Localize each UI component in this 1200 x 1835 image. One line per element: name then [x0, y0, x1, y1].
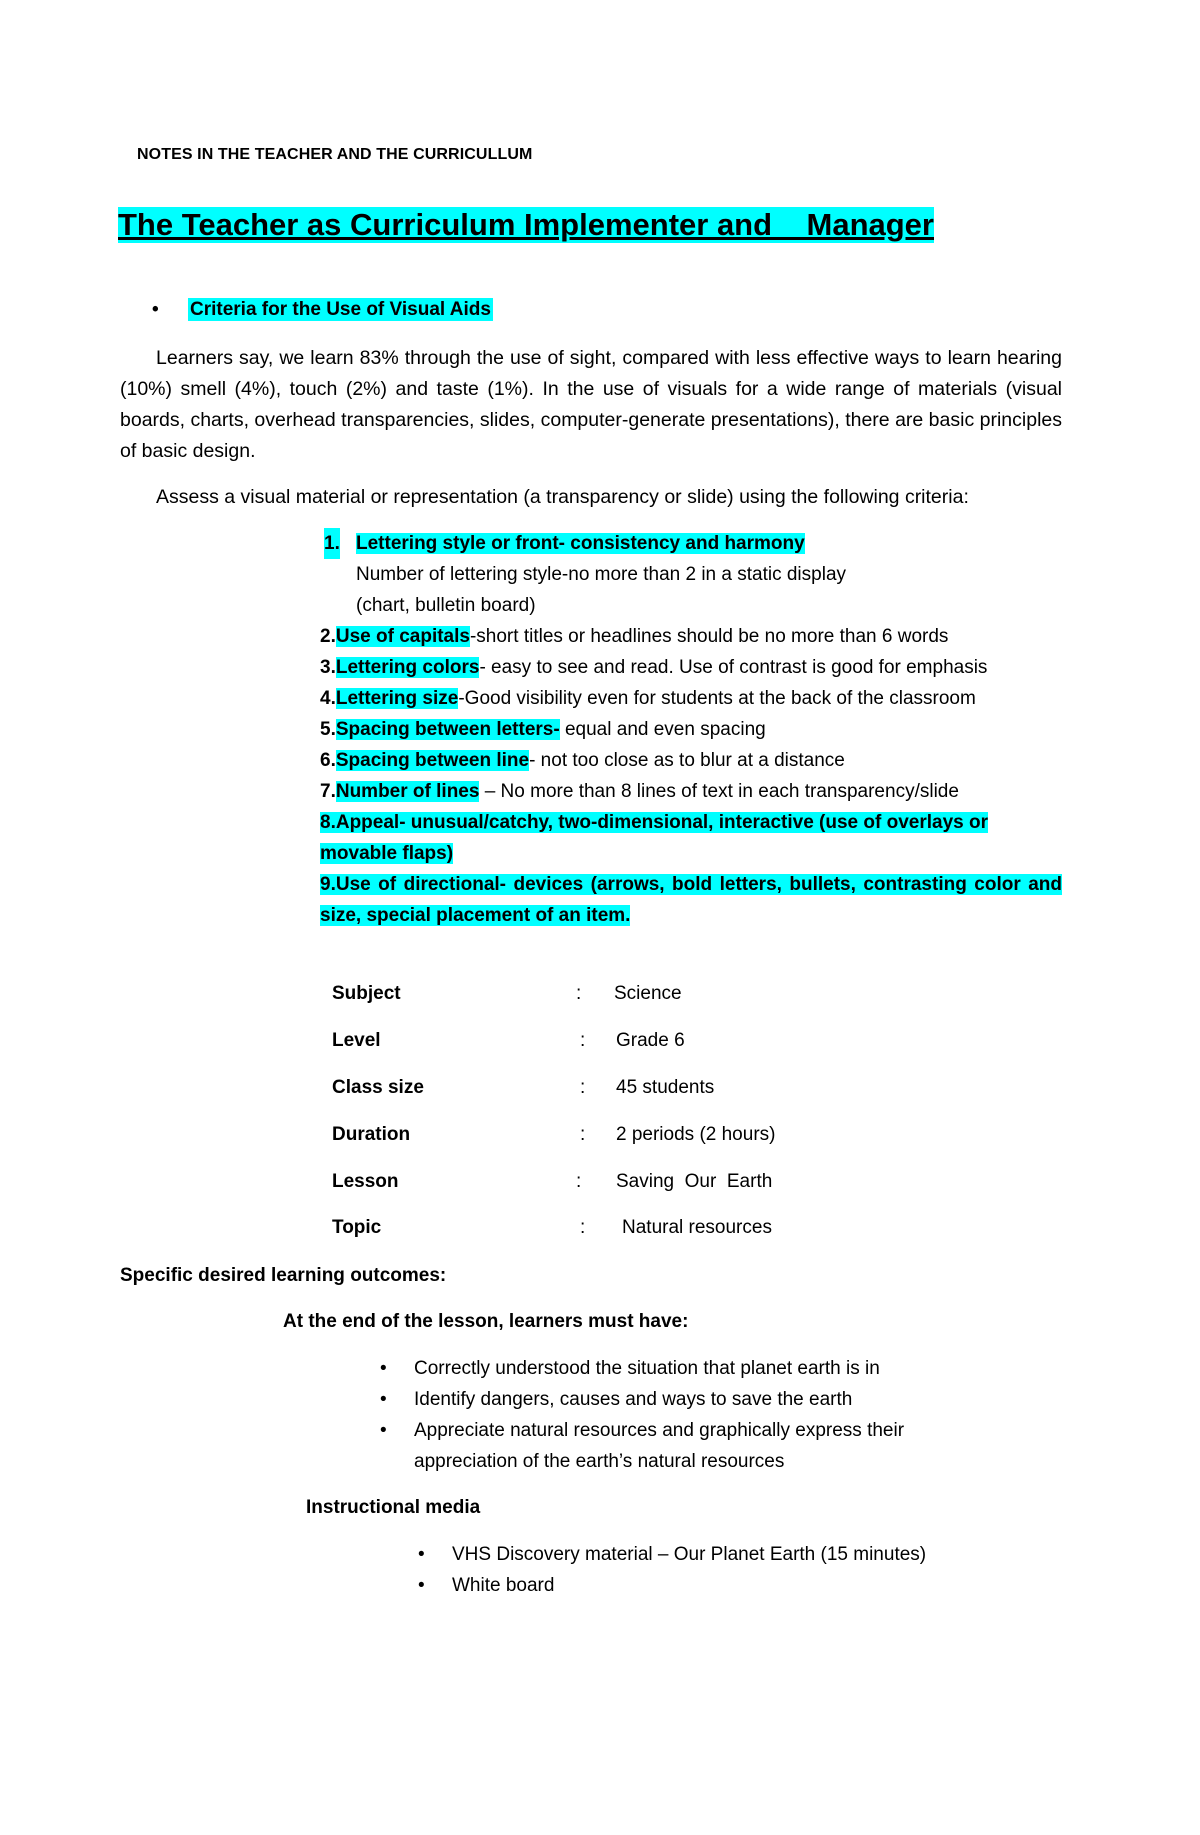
- assess-line: Assess a visual material or representation (a transparency or slide) using the following criteria:: [156, 486, 969, 508]
- criteria-number: 8.: [320, 812, 336, 833]
- criteria-number: 9.: [320, 874, 336, 895]
- bullet-icon: •: [418, 1575, 425, 1596]
- bullet-icon: •: [152, 299, 159, 320]
- list-item: [418, 1539, 1018, 1570]
- media-heading: Instructional media: [306, 1497, 481, 1518]
- info-separator: :: [576, 983, 582, 1004]
- info-value: Science: [614, 983, 682, 1004]
- list-item-text: White board: [452, 1575, 555, 1596]
- criteria-desc: -Good visibility even for students at the back of the classroom: [458, 688, 976, 709]
- criteria-desc: -short titles or headlines should be no more than 6 words: [469, 626, 949, 647]
- info-value: Grade 6: [616, 1030, 685, 1051]
- criteria-number: 1.: [324, 528, 340, 559]
- criteria-item-5: [320, 714, 1062, 745]
- bullet-icon: •: [380, 1420, 387, 1441]
- criteria-term: Appeal- unusual/catchy, two-dimensional, interactive (use of overlays or movable flaps): [320, 812, 989, 864]
- criteria-item-4: [320, 683, 1062, 714]
- criteria-term: Lettering colors: [335, 657, 480, 678]
- info-value: Saving Our Earth: [616, 1171, 773, 1192]
- info-separator: :: [576, 1171, 582, 1192]
- criteria-heading: [152, 299, 493, 321]
- list-item: [418, 1570, 1018, 1601]
- criteria-number: 2.: [320, 626, 336, 647]
- intro-paragraph: Learners say, we learn 83% through the use of sight, compared with less effective ways to learn hearing (10%) smell (4%), touch (2%) and taste (1%). In the use of visuals for a wide range of materials (visual boards, charts, overhead transparencies, slides, computer-generate presentations), there are basic principles of basic design.: [120, 347, 1062, 462]
- criteria-item-3: [320, 652, 1062, 683]
- info-value: 45 students: [616, 1077, 715, 1098]
- info-label: Class size: [332, 1077, 424, 1098]
- list-item: [380, 1384, 1020, 1415]
- document-header: NOTES IN THE TEACHER AND THE CURRICULLUM: [137, 146, 533, 163]
- info-separator: :: [580, 1030, 586, 1051]
- criteria-number: 4.: [320, 688, 336, 709]
- info-label: Duration: [332, 1124, 411, 1145]
- list-item-text: Identify dangers, causes and ways to save the earth: [414, 1389, 853, 1410]
- outcomes-intro: At the end of the lesson, learners must have:: [283, 1311, 689, 1332]
- info-label: Topic: [332, 1217, 382, 1238]
- page-title: The Teacher as Curriculum Implementer and Manager: [118, 207, 934, 242]
- criteria-desc: equal and even spacing: [559, 719, 766, 740]
- criteria-desc: Number of lettering style-no more than 2 in a static display (chart, bulletin board): [356, 564, 847, 616]
- criteria-term: Number of lines: [335, 781, 480, 802]
- criteria-desc: - easy to see and read. Use of contrast is good for emphasis: [479, 657, 988, 678]
- criteria-number: 7.: [320, 781, 336, 802]
- criteria-desc: - not too close as to blur at a distance: [529, 750, 845, 771]
- criteria-item-1-detail: [320, 559, 1062, 621]
- media-list: [418, 1539, 1018, 1601]
- info-label: Lesson: [332, 1171, 399, 1192]
- info-label: Subject: [332, 983, 401, 1004]
- list-item: [380, 1415, 1020, 1477]
- criteria-term: Use of capitals: [335, 626, 470, 647]
- list-item-text: VHS Discovery material – Our Planet Earth (15 minutes): [452, 1544, 927, 1565]
- criteria-term: Spacing between letters-: [335, 719, 560, 740]
- criteria-item-1: [320, 528, 1062, 559]
- list-item-text: Correctly understood the situation that planet earth is in: [414, 1358, 880, 1379]
- criteria-item-2: [320, 621, 1062, 652]
- bullet-icon: •: [380, 1389, 387, 1410]
- criteria-term: Lettering style or front- consistency and harmony: [356, 533, 805, 554]
- criteria-item-6: [320, 745, 1062, 776]
- info-separator: :: [580, 1077, 586, 1098]
- criteria-number: 3.: [320, 657, 336, 678]
- info-separator: :: [580, 1217, 586, 1238]
- criteria-list: [320, 528, 1062, 931]
- info-value: Natural resources: [622, 1217, 772, 1238]
- criteria-desc: – No more than 8 lines of text in each transparency/slide: [479, 781, 959, 802]
- outcomes-heading: Specific desired learning outcomes:: [120, 1265, 447, 1286]
- info-value: 2 periods (2 hours): [616, 1124, 776, 1145]
- info-label: Level: [332, 1030, 381, 1051]
- list-item: [380, 1353, 1020, 1384]
- criteria-term: Spacing between line: [335, 750, 530, 771]
- criteria-number: 5.: [320, 719, 336, 740]
- outcomes-list: [380, 1353, 1020, 1477]
- bullet-icon: •: [380, 1358, 387, 1379]
- info-separator: :: [580, 1124, 586, 1145]
- criteria-item-7: [320, 776, 1062, 807]
- criteria-heading-text: Criteria for the Use of Visual Aids: [190, 299, 491, 320]
- bullet-icon: •: [418, 1544, 425, 1565]
- criteria-number: 6.: [320, 750, 336, 771]
- list-item-text: Appreciate natural resources and graphically express their appreciation of the earth’s natural resources: [414, 1420, 905, 1472]
- criteria-term: Lettering size: [335, 688, 459, 709]
- criteria-item-8: [320, 807, 1062, 869]
- criteria-term: Use of directional- devices (arrows, bold letters, bullets, contrasting color and size, special placement of an item.: [320, 874, 1062, 926]
- criteria-item-9: [320, 869, 1062, 931]
